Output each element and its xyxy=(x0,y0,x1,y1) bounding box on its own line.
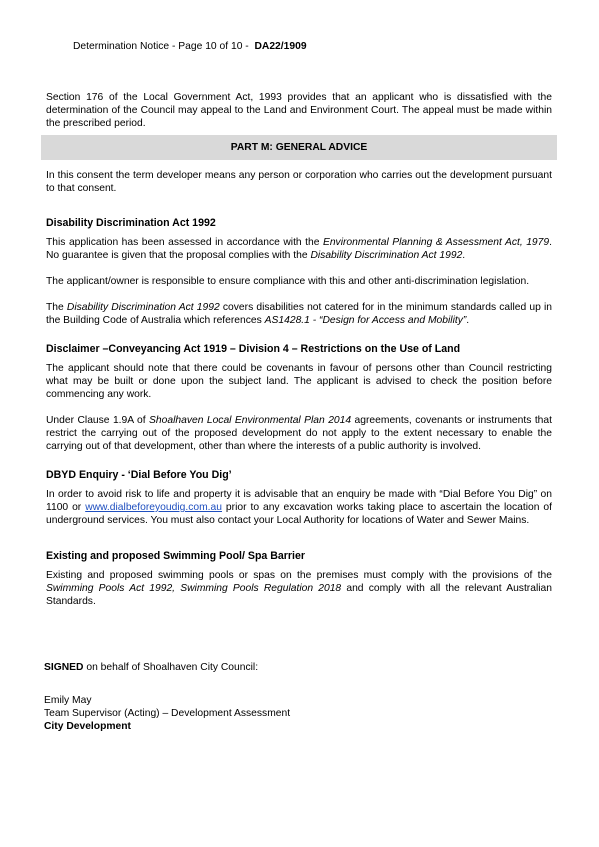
signatory-name: Emily May xyxy=(44,695,92,706)
header-text: Determination Notice - Page 10 of 10 - xyxy=(73,41,252,52)
signed-behalf: on behalf of Shoalhaven City Council: xyxy=(83,662,259,673)
dda-paragraph-3: The Disability Discrimination Act 1992 covers disabilities not catered for in the minimum standards called up in the Building Code of Australia which references AS1428.1 - “Design for Access and Mobility”. xyxy=(46,302,553,326)
signatory-role: Team Supervisor (Acting) – Development Assessment xyxy=(44,708,291,719)
dbyd-heading: DBYD Enquiry - ‘Dial Before You Dig’ xyxy=(46,469,232,481)
pool-heading: Existing and proposed Swimming Pool/ Spa Barrier xyxy=(46,550,306,562)
signed-line xyxy=(44,661,258,674)
pool-paragraph: Existing and proposed swimming pools or spas on the premises must comply with the provisions of the Swimming Pools Act 1992, Swimming Pools Regulation 2018 and comply with all the relevant Australian Standards. xyxy=(46,570,552,607)
disclaimer-paragraph-2: Under Clause 1.9A of Shoalhaven Local Environmental Plan 2014 agreements, covenants or instruments that restrict the carrying out of the proposed development do not apply to the extent necessary to enable the carrying out of that development, other than where the interests of a public authority is involved. xyxy=(46,415,552,452)
disclaimer-paragraph-1: The applicant should note that there could be covenants in favour of persons other than Council restricting what may be built or done upon the subject land. The applicant is advised to check the position before commencing any work. xyxy=(46,363,552,400)
definition-paragraph: In this consent the term developer means any person or corporation who carries out the development pursuant to that consent. xyxy=(46,170,552,194)
page-header xyxy=(73,41,307,52)
appeal-paragraph: Section 176 of the Local Government Act, 1993 provides that an applicant who is dissatisfied with the determination of the Council may appeal to the Land and Environment Court. The appeal must be made within the prescribed period. xyxy=(46,92,552,129)
application-id: DA22/1909 xyxy=(254,41,307,52)
signatory-department: City Development xyxy=(44,721,131,732)
appeal-section xyxy=(46,91,552,130)
signed-label: SIGNED xyxy=(44,662,84,673)
part-m-heading: PART M: GENERAL ADVICE xyxy=(41,135,557,160)
dda-heading: Disability Discrimination Act 1992 xyxy=(46,217,216,229)
disclaimer-heading: Disclaimer –Conveyancing Act 1919 – Division 4 – Restrictions on the Use of Land xyxy=(46,343,461,355)
dbyd-paragraph: In order to avoid risk to life and property it is advisable that an enquiry be made with “Dial Before You Dig” on 1100 or www.dialbeforeyoudig.com.au prior to any excavation works taking place to ascertain the location of underground services. You must also contact your Local Authority for locations of Water and Sewer Mains. xyxy=(46,489,552,526)
dda-paragraph-2: The applicant/owner is responsible to ensure compliance with this and other anti-discrimination legislation. xyxy=(46,276,530,287)
dbyd-link[interactable]: www.dialbeforeyoudig.com.au xyxy=(85,502,222,513)
dda-paragraph-1: This application has been assessed in accordance with the Environmental Planning & Assessment Act, 1979. No guarantee is given that the proposal complies with the Disability Discrimination Act 1992. xyxy=(46,237,552,261)
general-advice xyxy=(46,169,552,608)
